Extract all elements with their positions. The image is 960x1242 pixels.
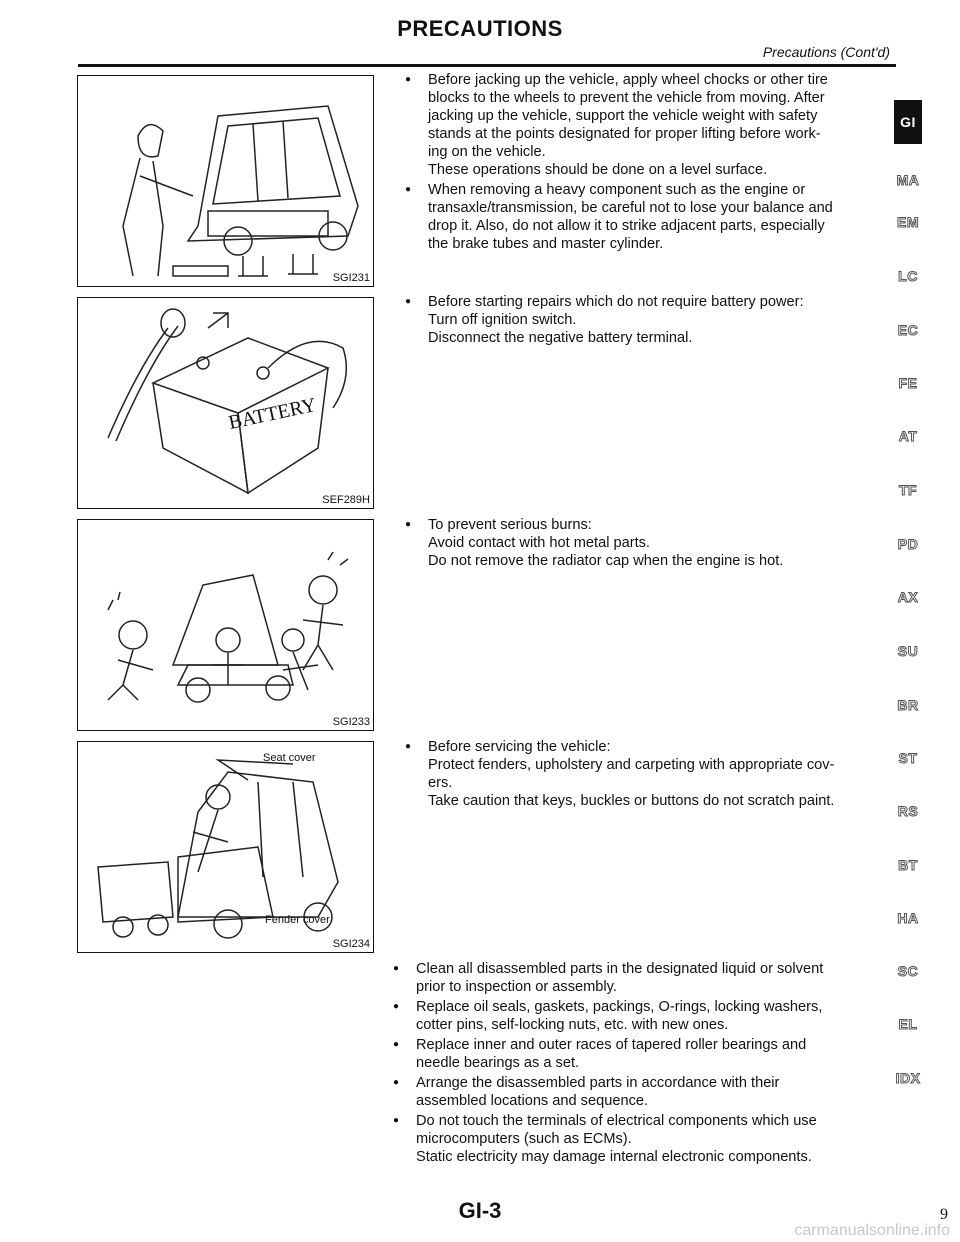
list-item xyxy=(391,1112,888,1166)
tab-ha[interactable]: HA xyxy=(897,910,919,926)
text-line: Take caution that keys, buckles or buttons do not scratch paint. xyxy=(428,793,835,809)
battery-label: BATTERY xyxy=(226,394,319,435)
figure-code: SEF289H xyxy=(322,494,370,506)
tab-ec[interactable]: EC xyxy=(897,322,919,338)
page-label: GI-3 xyxy=(458,1198,502,1223)
tab-bt[interactable]: BT xyxy=(898,857,918,873)
page-title: PRECAUTIONS xyxy=(397,16,563,41)
text-line: ● Arrange the disassembled parts in accordance with their xyxy=(416,1075,780,1091)
tab-gi[interactable]: GI xyxy=(894,100,922,144)
text-line: blocks to the wheels to prevent the vehicle from moving. After xyxy=(428,90,825,106)
list-item xyxy=(391,1074,888,1110)
tab-ma[interactable]: MA xyxy=(896,172,920,188)
tab-at[interactable]: AT xyxy=(898,428,918,444)
list-item xyxy=(403,516,888,570)
figure-battery xyxy=(77,297,374,509)
text-line: Disconnect the negative battery terminal. xyxy=(428,330,693,346)
section-burns xyxy=(403,516,888,572)
text-line: jacking up the vehicle, support the vehicle weight with safety xyxy=(428,108,818,124)
burns-illustration xyxy=(78,520,373,730)
list-item xyxy=(391,998,888,1034)
tab-tf[interactable]: TF xyxy=(898,482,918,498)
text-line: These operations should be done on a level surface. xyxy=(428,162,768,178)
section-servicing xyxy=(403,738,888,812)
text-line: ● Before starting repairs which do not require battery power: xyxy=(428,294,804,310)
list-item xyxy=(391,960,888,996)
text-line: stands at the points designated for proper lifting before work- xyxy=(428,126,821,142)
tab-br[interactable]: BR xyxy=(897,697,919,713)
text-line: ● Before jacking up the vehicle, apply wheel chocks or other tire xyxy=(428,72,828,88)
figure-code: SGI233 xyxy=(332,716,370,728)
battery-illustration xyxy=(78,298,373,508)
tab-el[interactable]: EL xyxy=(898,1016,918,1032)
text-line: ● Replace inner and outer races of tapered roller bearings and xyxy=(416,1037,807,1053)
text-line: ● When removing a heavy component such as the engine or xyxy=(428,182,806,198)
header-rule xyxy=(78,64,896,67)
text-line: drop it. Also, do not allow it to strike adjacent parts, especially xyxy=(428,218,825,234)
list-item xyxy=(403,181,888,253)
jacking-illustration xyxy=(78,76,373,286)
tab-ax[interactable]: AX xyxy=(897,589,919,605)
text-line: Do not remove the radiator cap when the engine is hot. xyxy=(428,553,784,569)
text-line: transaxle/transmission, be careful not to lose your balance and xyxy=(428,200,833,216)
tab-em[interactable]: EM xyxy=(897,214,919,230)
text-line: cotter pins, self-locking nuts, etc. with new ones. xyxy=(416,1017,729,1033)
section-tabs xyxy=(888,0,948,1242)
text-line: ● Clean all disassembled parts in the designated liquid or solvent xyxy=(416,961,824,977)
fender-cover-callout: Fender cover xyxy=(265,914,330,926)
text-line: Static electricity may damage internal electronic components. xyxy=(416,1149,812,1165)
text-line: ● Before servicing the vehicle: xyxy=(428,739,611,755)
page-number: 9 xyxy=(940,1206,948,1223)
text-line: ● Do not touch the terminals of electrical components which use xyxy=(416,1113,817,1129)
list-item xyxy=(403,738,888,810)
seat-cover-callout: Seat cover xyxy=(263,752,316,764)
figure-code: SGI231 xyxy=(332,272,370,284)
text-line: Turn off ignition switch. xyxy=(428,312,577,328)
text-line: Avoid contact with hot metal parts. xyxy=(428,535,650,551)
tab-st[interactable]: ST xyxy=(898,750,918,766)
tab-su[interactable]: SU xyxy=(897,643,919,659)
figure-jacking xyxy=(77,75,374,287)
section-jacking xyxy=(403,71,888,255)
text-line: the brake tubes and master cylinder. xyxy=(428,236,664,252)
tab-sc[interactable]: SC xyxy=(897,963,919,979)
text-line: ● Replace oil seals, gaskets, packings, O-rings, locking washers, xyxy=(416,999,823,1015)
figure-covers xyxy=(77,741,374,953)
section-battery xyxy=(403,293,888,349)
text-line: needle bearings as a set. xyxy=(416,1055,580,1071)
tab-lc[interactable]: LC xyxy=(898,268,918,284)
list-item xyxy=(403,293,888,347)
text-line: prior to inspection or assembly. xyxy=(416,979,617,995)
figure-code: SGI234 xyxy=(332,938,370,950)
section-general xyxy=(391,960,888,1168)
list-item xyxy=(391,1036,888,1072)
text-line: ers. xyxy=(428,775,453,791)
page-subtitle: Precautions (Cont'd) xyxy=(762,44,890,60)
tab-pd[interactable]: PD xyxy=(897,536,919,552)
tab-fe[interactable]: FE xyxy=(898,375,918,391)
text-line: microcomputers (such as ECMs). xyxy=(416,1131,632,1147)
text-line: ● To prevent serious burns: xyxy=(428,517,592,533)
text-line: assembled locations and sequence. xyxy=(416,1093,649,1109)
tab-rs[interactable]: RS xyxy=(897,803,919,819)
text-line: ing on the vehicle. xyxy=(428,144,546,160)
list-item xyxy=(403,71,888,179)
figure-burns xyxy=(77,519,374,731)
tab-idx[interactable]: IDX xyxy=(895,1070,921,1086)
watermark: carmanualsonline.info xyxy=(794,1222,950,1239)
text-line: Protect fenders, upholstery and carpeting with appropriate cov- xyxy=(428,757,835,773)
